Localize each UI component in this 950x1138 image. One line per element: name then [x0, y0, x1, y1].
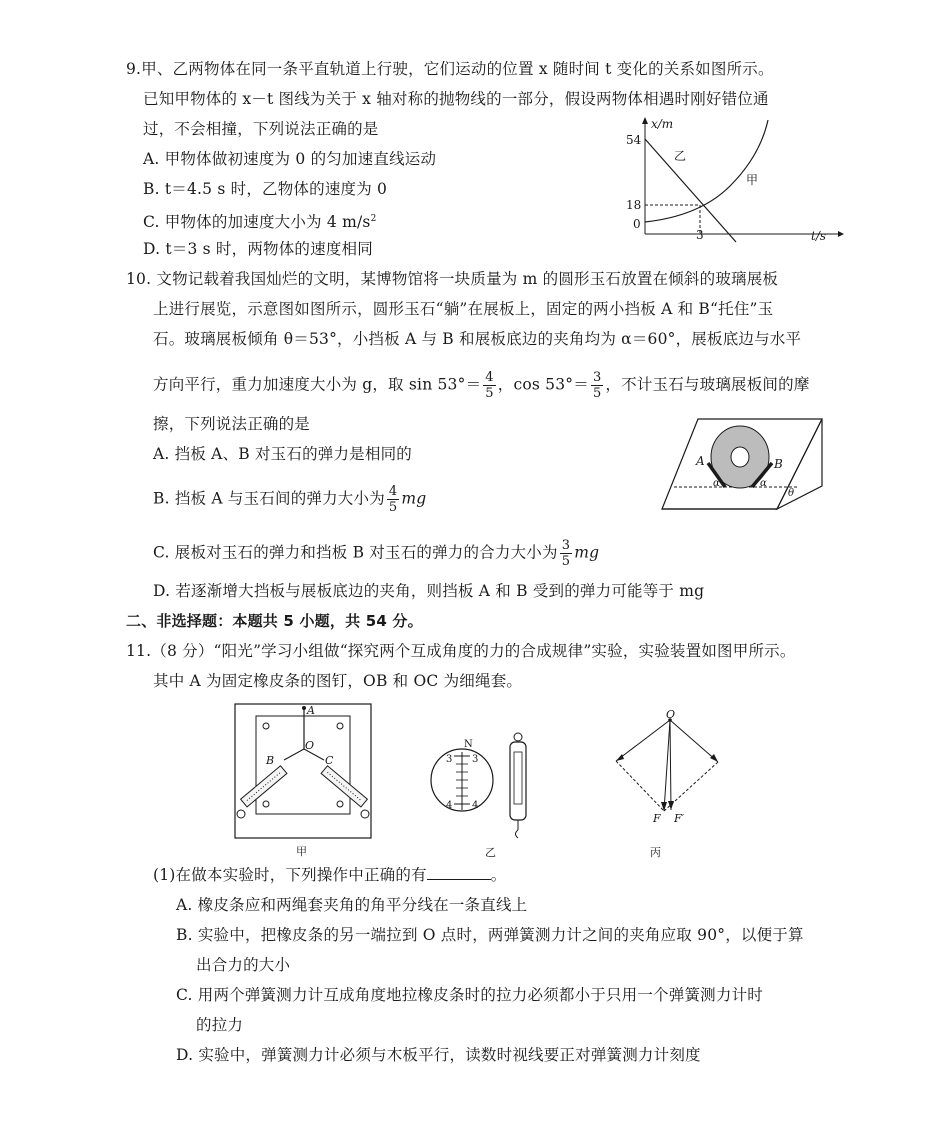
- label-a: A: [696, 454, 705, 468]
- q9-xt-graph: [618, 112, 848, 247]
- unit-n: N: [464, 739, 473, 750]
- q11-option-b-line1: B. 实验中，把橡皮条的另一端拉到 O 点时，两弹簧测力计之间的夹角应取 90°，以便于算: [176, 926, 804, 944]
- q11-stem-line2: 其中 A 为固定橡皮条的图钉，OB 和 OC 为细绳套。: [153, 672, 523, 690]
- q10-stem-line2: 上进行展览，示意图如图所示，圆形玉石“躺”在展板上，固定的两小挡板 A 和 B“托住”玉: [153, 300, 774, 318]
- label-alpha-2: α: [760, 478, 767, 489]
- caption-yi: 乙: [485, 846, 496, 859]
- spring-scale-b: [241, 766, 287, 807]
- spring-scale-c: [321, 766, 367, 807]
- q9-stem-line1: 9.甲、乙两物体在同一条平直轨道上行驶，它们运动的位置 x 随时间 t 变化的关系如图所示。: [126, 60, 774, 78]
- label-o: O: [305, 739, 315, 752]
- caption-jia: 甲: [296, 845, 307, 858]
- tick-18: 18: [626, 198, 642, 212]
- caption-bing: 丙: [650, 846, 661, 859]
- section-2-heading: 二、非选择题：本题共 5 小题，共 54 分。: [126, 612, 423, 630]
- q11-figure-jia: [228, 702, 378, 862]
- label-f: F: [653, 812, 661, 825]
- y-axis-arrow: [642, 117, 648, 124]
- q9-option-a: A. 甲物体做初速度为 0 的匀加速直线运动: [143, 150, 437, 168]
- resultant-f-prime: [670, 720, 671, 810]
- q10-option-b: B. 挡板 A 与玉石间的弹力大小为 $\frac{4}{5}$ mg: [153, 484, 427, 515]
- curve-jia: [645, 120, 768, 222]
- q9-option-c: C. 甲物体的加速度大小为 4 $m/s^2$: [143, 213, 377, 232]
- q11-figure-bing: [608, 706, 728, 862]
- q9-stem-line3: 过，不会相撞，下列说法正确的是: [143, 120, 379, 138]
- line-yi: [645, 139, 736, 242]
- q11-option-c-line1: C. 用两个弹簧测力计互成角度地拉橡皮条时的拉力必须都小于只用一个弹簧测力计时: [176, 986, 763, 1004]
- label-c: C: [325, 754, 334, 767]
- fraction-cos: $\frac{3}{5}$: [592, 370, 602, 401]
- label-b: B: [266, 754, 275, 767]
- force-f2: [670, 720, 718, 762]
- q11-option-c-line2: 的拉力: [196, 1016, 244, 1034]
- tick-54: 54: [626, 133, 642, 147]
- fraction-sin: $\frac{4}{5}$: [485, 370, 494, 401]
- q10-option-a: A. 挡板 A、B 对玉石的弹力是相同的: [153, 445, 412, 463]
- q10-option-d: D. 若逐渐增大挡板与展板底边的夹角，则挡板 A 和 B 受到的弹力可能等于 mg: [153, 582, 705, 600]
- q10-stem-line1: 10. 文物记载着我国灿烂的文明，某博物馆将一块质量为 m 的圆形玉石放置在倾斜的玻璃展板: [126, 270, 779, 288]
- label-b: B: [774, 457, 783, 471]
- q11-option-b-line2: 出合力的大小: [196, 956, 291, 974]
- y-axis-label: x/m: [651, 117, 674, 131]
- tick-3-right: 3: [472, 754, 479, 765]
- force-f1: [616, 720, 670, 761]
- spring-scale-body: [510, 742, 526, 820]
- x-axis-arrow: [838, 231, 844, 237]
- tick-3: 3: [696, 228, 704, 242]
- label-theta: θ: [788, 488, 795, 499]
- q10-display-board-figure: [660, 414, 840, 514]
- tick-origin: 0: [633, 217, 641, 231]
- label-a: A: [307, 704, 315, 717]
- resultant-f: [664, 720, 670, 811]
- q10-stem-line4: 方向平行，重力加速度大小为 g，取 sin 53°＝ $\frac{4}{5}$ ，cos 53°＝ $\frac{3}{5}$ ，不计玉石与玻璃展板间的摩: [153, 370, 810, 401]
- q9-option-d: D. t＝3 s 时，两物体的速度相同: [143, 240, 373, 258]
- q11-option-d: D. 实验中，弹簧测力计必须与木板平行，读数时视线要正对弹簧测力计刻度: [176, 1046, 701, 1064]
- q11-sub1: (1)在做本实验时，下列操作中正确的有 。: [153, 866, 507, 884]
- q11-stem-line1: 11.（8 分）“阳光”学习小组做“探究两个互成角度的力的合成规律”实验，实验装置如图甲所示。: [126, 642, 796, 660]
- q10-stem-line5: 擦，下列说法正确的是: [153, 415, 311, 433]
- q11-option-a: A. 橡皮条应和两绳套夹角的角平分线在一条直线上: [176, 896, 528, 914]
- q10-stem-line3: 石。玻璃展板倾角 θ＝53°，小挡板 A 与 B 和展板底边的夹角均为 α＝60°，展板底边与水平: [153, 330, 802, 348]
- jade-hole: [731, 447, 749, 467]
- q9-stem-line2: 已知甲物体的 x－t 图线为关于 x 轴对称的抛物线的一部分，假设两物体相遇时刚好错位通: [143, 90, 769, 108]
- tick-4-left: 4: [446, 800, 453, 811]
- tick-4-right: 4: [472, 800, 479, 811]
- label-f-prime: F′: [674, 812, 685, 825]
- tick-3-left: 3: [446, 754, 453, 765]
- label-yi: 乙: [674, 149, 687, 163]
- q10-option-c: C. 展板对玉石的弹力和挡板 B 对玉石的弹力的合力大小为 $\frac{3}{5}$ mg: [153, 538, 600, 569]
- label-jia: 甲: [746, 173, 759, 187]
- q9-option-b: B. t＝4.5 s 时，乙物体的速度为 0: [143, 180, 388, 198]
- label-alpha-1: α: [713, 478, 720, 489]
- q11-figure-yi: [428, 732, 548, 862]
- label-o: O: [666, 708, 676, 721]
- answer-blank[interactable]: [427, 865, 491, 880]
- x-axis-label: t/s: [811, 229, 827, 243]
